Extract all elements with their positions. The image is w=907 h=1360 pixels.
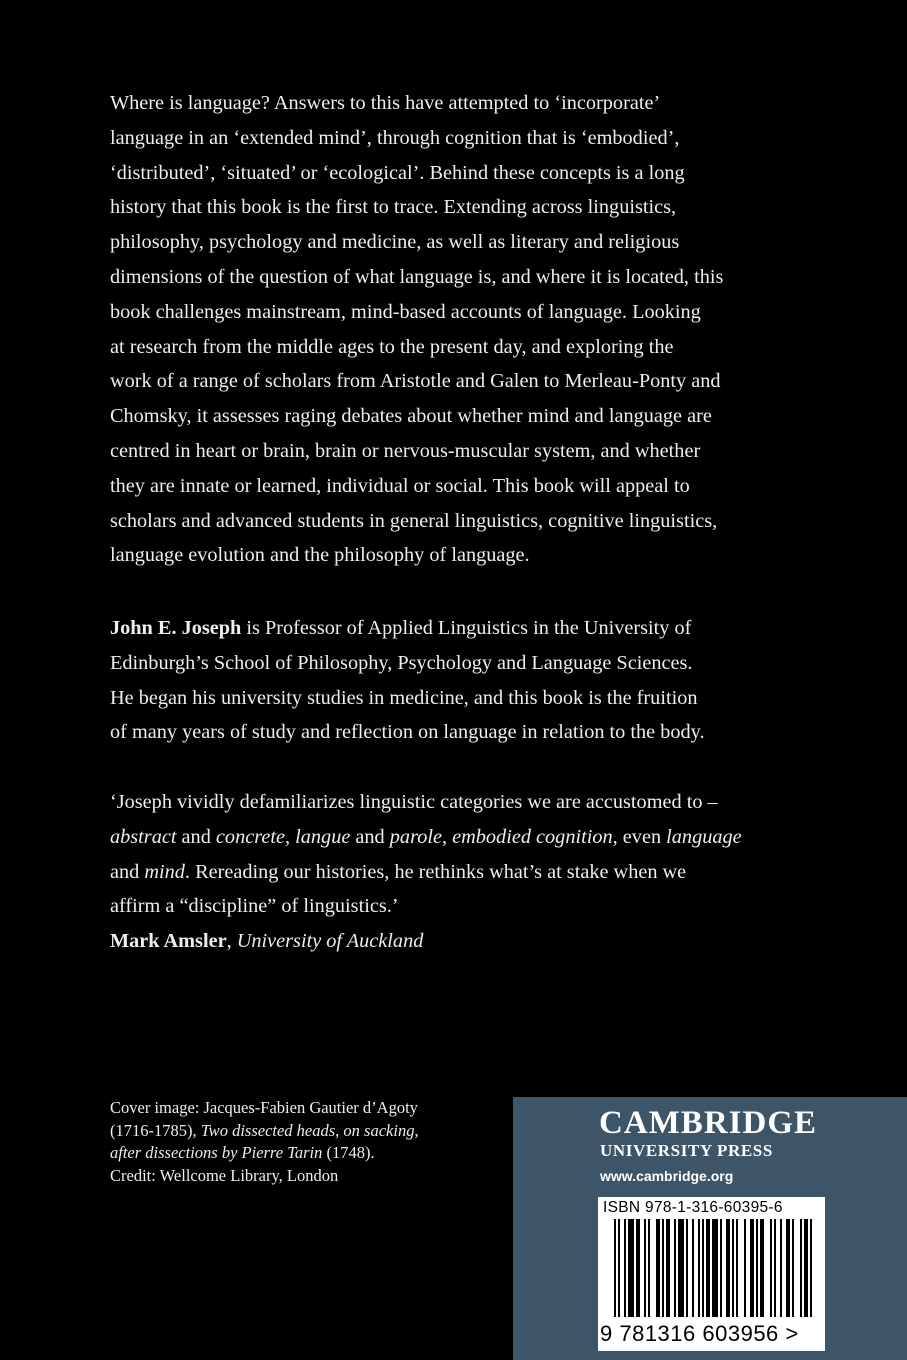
barcode-bar [698,1219,700,1317]
barcode-bar [692,1219,694,1317]
barcode-box [598,1197,825,1351]
endorser-affiliation: University of Auckland [236,930,424,953]
bio-line: Edinburgh’s School of Philosophy, Psychology and Language Sciences. [110,651,693,674]
barcode-bar [666,1219,670,1317]
book-description [110,86,810,573]
bio-line: He began his university studies in medicine, and this book is the fruition [110,686,698,709]
quote-line: affirm a “discipline” of linguistics.’ [110,895,399,918]
barcode-bar [628,1219,634,1317]
credit-line: Cover image: Jacques-Fabien Gautier d’Agoty [110,1098,418,1117]
barcode-bar [804,1219,808,1317]
description-line: scholars and advanced students in general linguistics, cognitive linguistics, [110,509,718,532]
description-line: history that this book is the first to trace. Extending across linguistics, [110,196,677,219]
endorsement-quote [110,785,810,959]
barcode-icon [598,1219,825,1325]
description-line: language evolution and the philosophy of language. [110,544,530,567]
isbn-label: ISBN 978-1-316-60395-6 [603,1199,783,1216]
barcode-bar [614,1219,616,1317]
description-line: dimensions of the question of what language is, and where it is located, this [110,265,724,288]
barcode-bar [624,1219,626,1317]
barcode-bar [744,1219,746,1317]
publisher-panel [513,1097,907,1360]
description-line: they are innate or learned, individual or social. This book will appeal to [110,474,690,497]
barcode-bar [786,1219,790,1317]
barcode-bar [736,1219,738,1317]
quote-line: ‘Joseph vividly defamiliarizes linguistic categories we are accustomed to – [110,791,718,813]
description-line: Where is language? Answers to this have attempted to ‘incorporate’ [110,92,661,114]
barcode-bar [750,1219,754,1317]
publisher-url: www.cambridge.org [600,1168,734,1184]
barcode-bar [726,1219,730,1317]
quote-attribution: Mark Amsler, University of Auckland [110,930,424,953]
description-line: language in an ‘extended mind’, through cognition that is ‘embodied’, [110,126,680,149]
description-line: philosophy, psychology and medicine, as well as literary and religious [110,231,680,254]
author-name: John E. Joseph [110,617,242,639]
barcode-bar [732,1219,734,1317]
bio-line: John E. Joseph is Professor of Applied Linguistics in the University of [110,617,692,639]
description-line: at research from the middle ages to the present day, and exploring the [110,335,674,358]
bio-line: of many years of study and reflection on language in relation to the body. [110,721,705,744]
description-line: Chomsky, it assesses raging debates about whether mind and language are [110,405,712,428]
credit-line: Credit: Wellcome Library, London [110,1165,339,1185]
publisher-logo-name: CAMBRIDGE [599,1105,818,1141]
barcode-bar [792,1219,794,1317]
quote-line: and mind. Rereading our histories, he rethinks what’s at stake when we [110,860,687,883]
barcode-bar [674,1219,676,1317]
publisher-logo-subtitle: UNIVERSITY PRESS [600,1141,773,1160]
barcode-digits: 9 781316 603956 > [600,1321,799,1346]
barcode-bar [760,1219,764,1317]
barcode-bar [662,1219,664,1317]
cover-image-credit [110,1097,419,1187]
barcode-bar [686,1219,688,1317]
endorser-name: Mark Amsler [110,930,227,953]
credit-line: after dissections by Pierre Tarin (1748). [110,1143,375,1162]
barcode-bar [756,1219,758,1317]
barcode-bar [618,1219,620,1317]
barcode-bar [656,1219,660,1317]
barcode-bar [712,1219,718,1317]
barcode-bar [774,1219,776,1317]
barcode-bar [720,1219,722,1317]
author-bio [110,611,810,750]
barcode-bar [678,1219,684,1317]
barcode-bar [702,1219,704,1317]
description-line: centred in heart or brain, brain or nervous-muscular system, and whether [110,439,701,462]
barcode-bar [770,1219,772,1317]
barcode-bar [644,1219,646,1317]
barcode-bar [636,1219,640,1317]
description-line: ‘distributed’, ‘situated’ or ‘ecological’. Behind these concepts is a long [110,161,685,184]
barcode-bar [648,1219,650,1317]
barcode-bar [706,1219,710,1317]
barcode-bar [810,1219,812,1317]
barcode-bar [780,1219,782,1317]
description-line: book challenges mainstream, mind-based accounts of language. Looking [110,300,701,323]
description-line: work of a range of scholars from Aristotle and Galen to Merleau-Ponty and [110,370,721,393]
credit-line: (1716-1785), Two dissected heads, on sacking, [110,1120,419,1140]
quote-line: abstract and concrete, langue and parole, embodied cognition, even language [110,825,742,848]
barcode-bar [800,1219,802,1317]
